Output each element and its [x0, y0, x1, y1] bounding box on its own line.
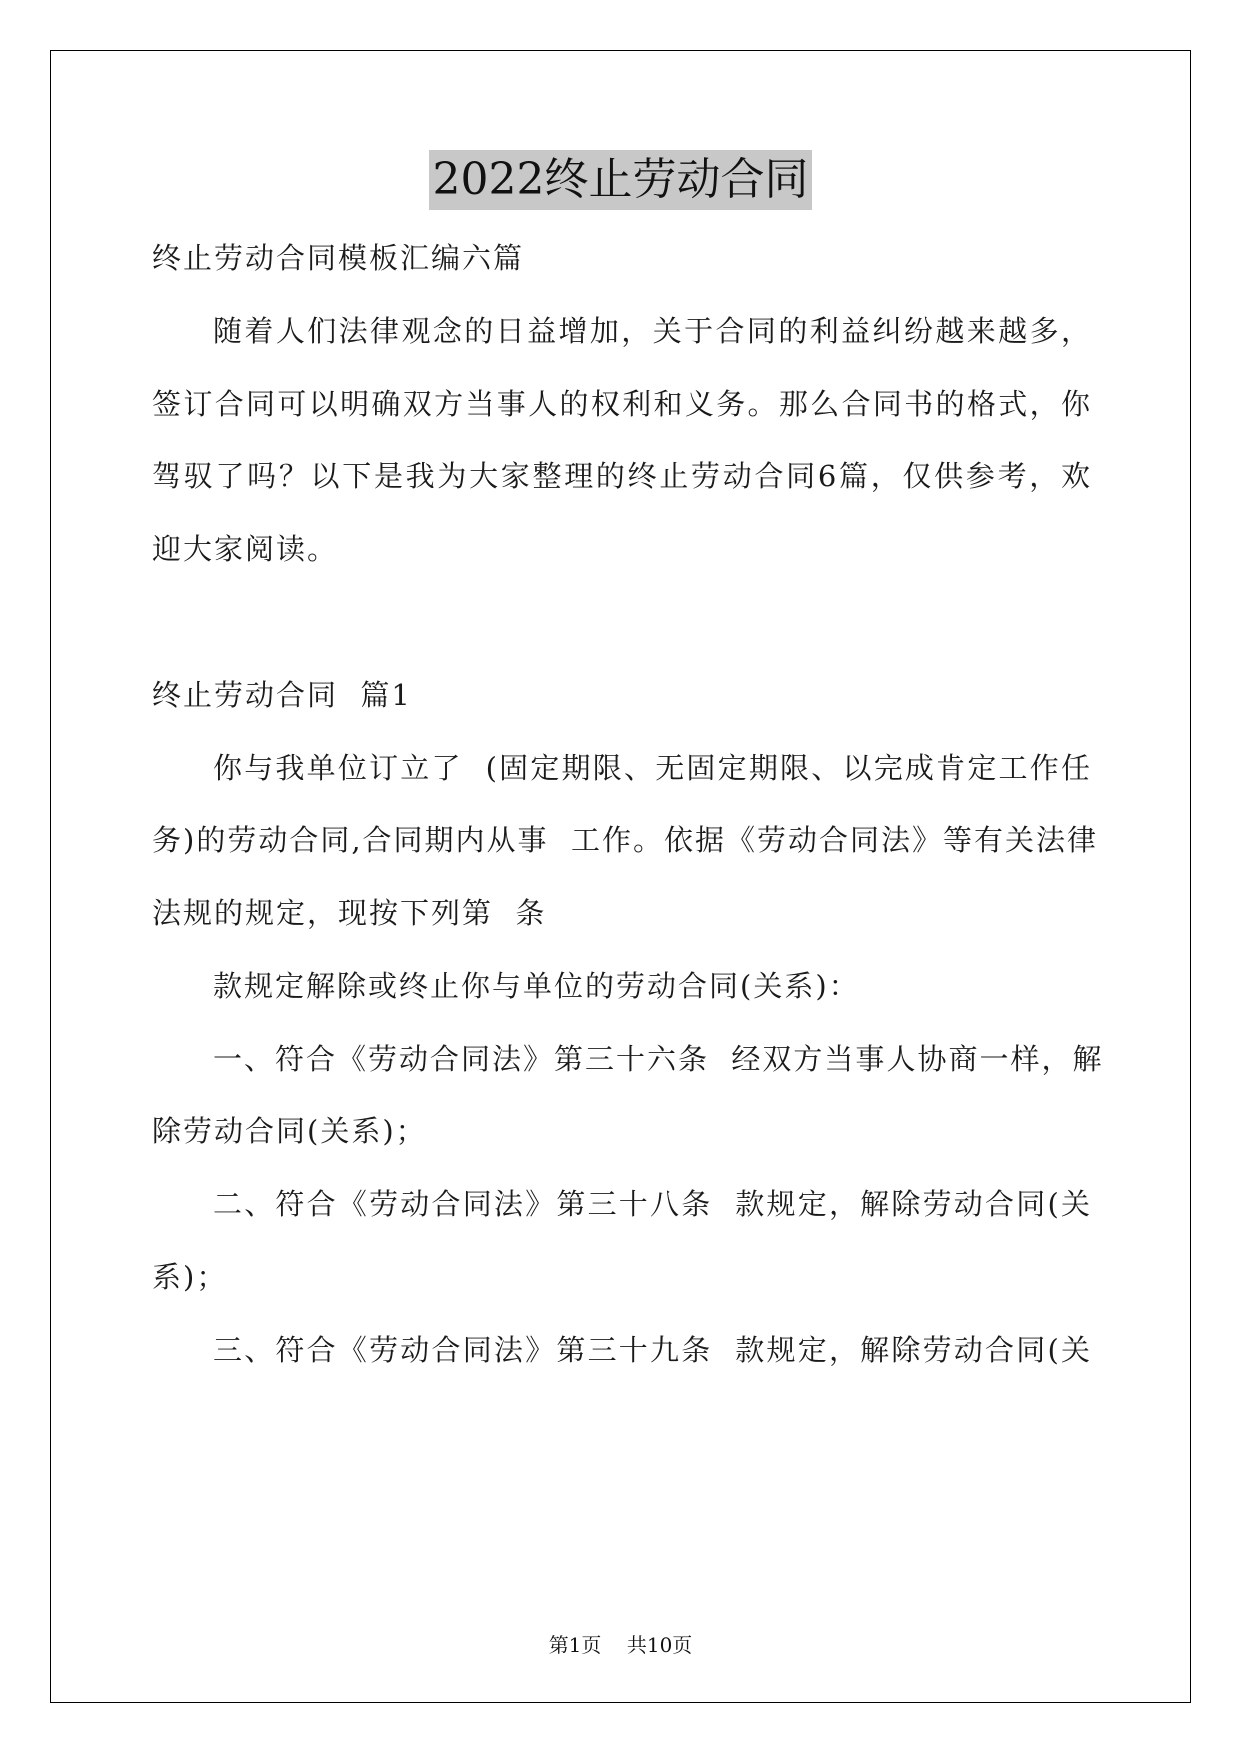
paragraph-line: 驾驭了吗？以下是我为大家整理的终止劳动合同6篇，仅供参考，欢 [152, 459, 1092, 493]
paragraph-line: 随着人们法律观念的日益增加，关于合同的利益纠纷越来越多， [213, 314, 1092, 348]
paragraph-line: 你与我单位订立了 (固定期限、无固定期限、以完成肯定工作任 [213, 751, 1092, 785]
paragraph-line: 务)的劳动合同,合同期内从事 工作。依据《劳动合同法》等有关法律 [152, 823, 1098, 857]
title-container [0, 150, 1241, 210]
page-border [50, 50, 1191, 1703]
page-number: 第1页 [548, 1633, 602, 1657]
page-total: 共10页 [626, 1633, 693, 1657]
clause-item: 一、符合《劳动合同法》第三十六条 经双方当事人协商一样，解 [213, 1042, 1104, 1076]
section-heading: 终止劳动合同 篇1 [152, 678, 412, 712]
clause-item: 三、符合《劳动合同法》第三十九条 款规定，解除劳动合同(关 [213, 1333, 1092, 1367]
paragraph-line: 迎大家阅读。 [152, 532, 339, 566]
paragraph-line: 除劳动合同(关系)； [152, 1114, 427, 1148]
paragraph-line: 法规的规定，现按下列第 条 [152, 896, 547, 930]
document-subtitle: 终止劳动合同模板汇编六篇 [152, 241, 525, 275]
paragraph-line: 款规定解除或终止你与单位的劳动合同(关系)： [213, 969, 860, 1003]
paragraph-line: 签订合同可以明确双方当事人的权利和义务。那么合同书的格式，你 [152, 387, 1092, 421]
paragraph-line: 系)； [152, 1260, 228, 1294]
clause-item: 二、符合《劳动合同法》第三十八条 款规定，解除劳动合同(关 [213, 1187, 1092, 1221]
page-footer [0, 1632, 1241, 1658]
document-title: 2022终止劳动合同 [429, 150, 813, 210]
